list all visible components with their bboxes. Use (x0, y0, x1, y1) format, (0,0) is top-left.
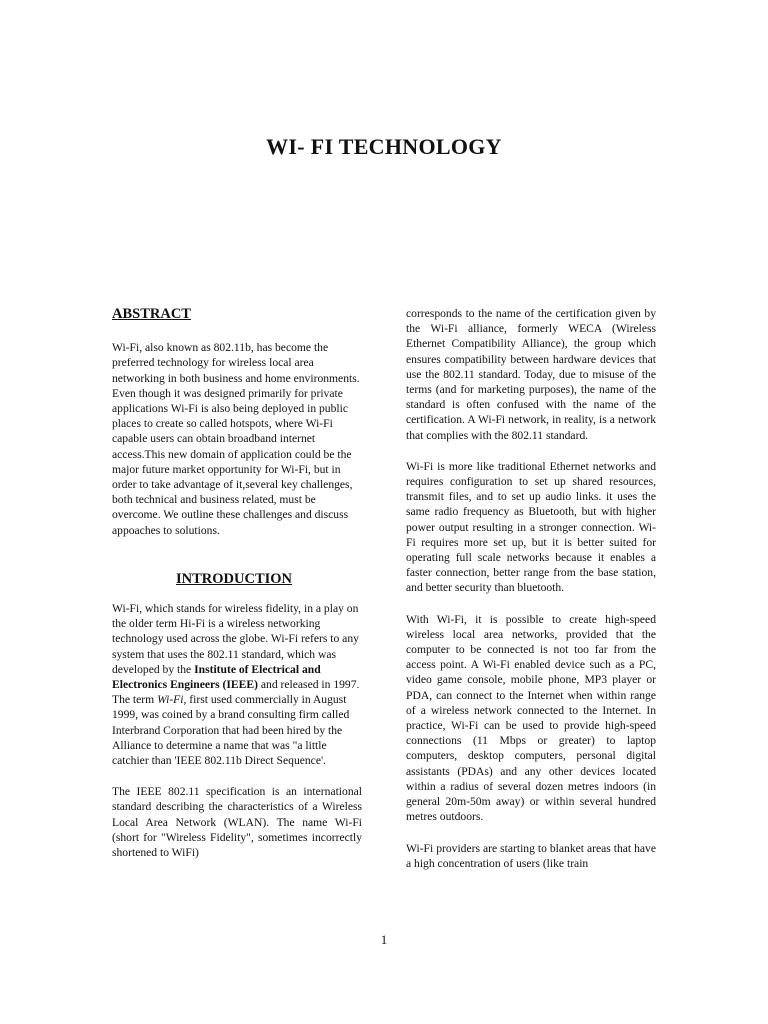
introduction-paragraph-2: The IEEE 802.11 specification is an international standard describing the characteristics of a Wireless Local Area Network (WLAN). The name Wi-Fi (short for "Wireless Fidelity", sometimes incorrectly shortened to WiFi) (112, 785, 362, 860)
intro-text-3: , first used commercially in August 1999, was coined by a brand consulting firm called Interbrand Corporation that had been hired by the Alliance to determine a name that was "a little catchier than 'IEEE 802.11b Direct Sequence'. (112, 693, 350, 768)
right-paragraph-2: Wi-Fi is more like traditional Ethernet networks and requires configuration to set up shared resources, transmit files, and to set up audio links. it uses the same radio frequency as Bluetooth, but with higher power output resulting in a stronger connection. Wi-Fi requires more set up, but it is better suited for operating full scale networks because it enables a faster connection, better range from the base station, and better security than bluetooth. (406, 459, 656, 595)
left-column (112, 306, 362, 876)
abstract-paragraph: Wi-Fi, also known as 802.11b, has become the preferred technology for wireless local area networking in both business and home environments. Even though it was designed primarily for private applications Wi-Fi is also being deployed in public places to create so called hotspots, where Wi-Fi capable users can obtain broadband internet access.This new domain of application could be the major future market opportunity for Wi-Fi, but in order to take advantage of it,several key challenges, both technical and business related, must be overcome. We outline these challenges and discuss appoaches to solutions. (112, 341, 360, 537)
intro-text-2: and released in 1997. The term (112, 678, 360, 707)
right-paragraph-3: With Wi-Fi, it is possible to create high-speed wireless local area networks, provided that the computer to be connected is not too far from the access point. A Wi-Fi enabled device such as a PC, video game console, mobile phone, MP3 player or PDA, can connect to the Internet when within range of a wireless network connected to the Internet. In practice, Wi-Fi can be used to provide high-speed connections (11 Mbps or greater) to laptop computers, desktop computers, personal digital assistants (PDAs) and any other devices located within a radius of several dozen metres indoors (in general 20m-50m away) or within several hundred metres outdoors. (406, 612, 656, 824)
right-paragraph-1: corresponds to the name of the certification given by the Wi-Fi alliance, formerly WECA (Wireless Ethernet Compatibility Alliance), the group which ensures compatibility between hardware devices that use the 802.11 standard. Today, due to misuse of the terms (and for marketing purposes), the name of the standard is often confused with the name of the certification. A Wi-Fi network, in reality, is a network that complies with the 802.11 standard. (406, 307, 656, 442)
document-title: WI- FI TECHNOLOGY (266, 134, 502, 159)
right-column (406, 306, 656, 887)
wifi-italic-text: Wi-Fi (157, 693, 184, 707)
ieee-bold-text: Institute of Electrical and Electronics Engineers (IEEE) (112, 662, 321, 692)
intro-text-1: Wi-Fi, which stands for wireless fidelity, in a play on the older term Hi-Fi is a wireless networking technology used across the globe. Wi-Fi refers to any system that uses the 802.11 standard, which was developed by the (112, 602, 359, 676)
introduction-heading: INTRODUCTION (176, 570, 293, 587)
right-paragraph-4: Wi-Fi providers are starting to blanket areas that have a high concentration of users (like train (406, 841, 656, 870)
abstract-heading: ABSTRACT (112, 306, 191, 322)
introduction-paragraph-1 (112, 601, 362, 768)
page-number: 1 (380, 932, 388, 947)
